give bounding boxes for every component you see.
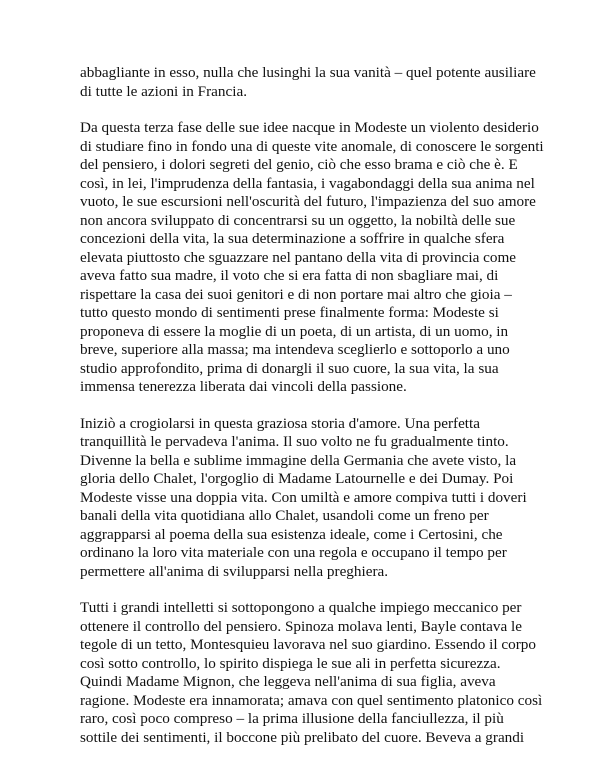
text-line: elevata piuttosto che sguazzare nel pantano della vita di provincia come [80,248,517,266]
paragraph-1 [80,64,536,101]
text-line: ottenere il controllo del pensiero. Spinoza molava lenti, Bayle contava le [80,617,522,635]
text-line: aggrapparsi al poema della sua esistenza ideale, come i Certosini, che [80,525,503,543]
text-line: rispettare la casa dei suoi genitori e di non portare mai altro che gioia – [80,285,512,303]
text-line: Divenne la bella e sublime immagine della Germania che avete visto, la [80,451,517,469]
text-line: gloria dello Chalet, l'orgoglio di Madame Latournelle e dei Dumay. Poi [80,470,514,487]
text-line: del pensiero, i dolori segreti del genio, ciò che esso brama e ciò che è. E [80,156,518,173]
text-line: non ancora sviluppato di concentrarsi su un oggetto, la nobiltà delle sue [80,211,516,229]
paragraph-2 [80,119,544,397]
text-line: ordinano la loro vita materiale con una regola e occupano il tempo per [80,544,507,561]
text-line: così, in lei, l'imprudenza della fantasia, i vagabondaggi della sua anima nel [80,174,535,192]
text-line: tegole di un tetto, Montesquieu lavorava nel suo giardino. Essendo il corpo [80,636,536,653]
text-line: Quindi Madame Mignon, che leggeva nell'anima di sua figlia, aveva [80,673,496,690]
text-line: Modeste visse una doppia vita. Con umiltà e amore compiva tutti i doveri [80,488,527,506]
document-page [80,64,544,765]
text-line: concezioni della vita, la sua determinazione a soffrire in qualche sfera [80,230,505,247]
text-line: banali della vita quotidiana allo Chalet, usandoli come un freno per [80,507,489,524]
text-line: sottile dei sentimenti, il boccone più prelibato del cuore. Beveva a grandi [80,728,525,746]
text-line: abbagliante in esso, nulla che lusinghi la sua vanità – quel potente ausiliare [80,64,536,81]
text-line: raro, così poco compreso – la prima illusione della fanciullezza, il più [80,710,504,727]
text-line: di tutte le azioni in Francia. [80,82,248,100]
text-line: così sotto controllo, lo spirito dispiega le sue ali in perfetta sicurezza. [80,654,501,672]
paragraph-3 [80,415,528,582]
text-line: Da questa terza fase delle sue idee nacque in Modeste un violento desiderio [80,119,539,136]
text-line: studio approfondito, prima di donargli il suo cuore, la sua vita, la sua [80,359,499,377]
text-line: tranquillità le pervadeva l'anima. Il suo volto ne fu gradualmente tinto. [80,433,509,450]
text-line: breve, superiore alla massa; ma intendeva sceglierlo e sottoporlo a uno [80,341,510,358]
text-line: ragione. Modeste era innamorata; amava con quel sentimento platonico così [80,691,543,709]
text-line: aveva fatto sua madre, il voto che si era fatta di non sbagliare mai, di [80,267,499,284]
text-line: Tutti i grandi intelletti si sottopongono a qualche impiego meccanico per [80,599,522,616]
text-line: permettere all'anima di svilupparsi nella preghiera. [80,562,389,580]
text-line: vuoto, le sue escursioni nell'oscurità del futuro, l'impazienza del suo amore [80,193,536,210]
text-line: tutto questo mondo di sentimenti prese finalmente forma: Modeste si [80,304,499,321]
text-line: proponeva di essere la moglie di un poeta, di un artista, di un uomo, in [80,322,509,340]
text-line: di studiare fino in fondo una di queste vite anomale, di conoscere le sorgenti [80,137,544,155]
text-line: immensa tenerezza liberata dai vincoli della passione. [80,378,407,395]
text-line: Iniziò a crogiolarsi in questa graziosa storia d'amore. Una perfetta [80,414,480,432]
paragraph-4 [80,599,543,747]
